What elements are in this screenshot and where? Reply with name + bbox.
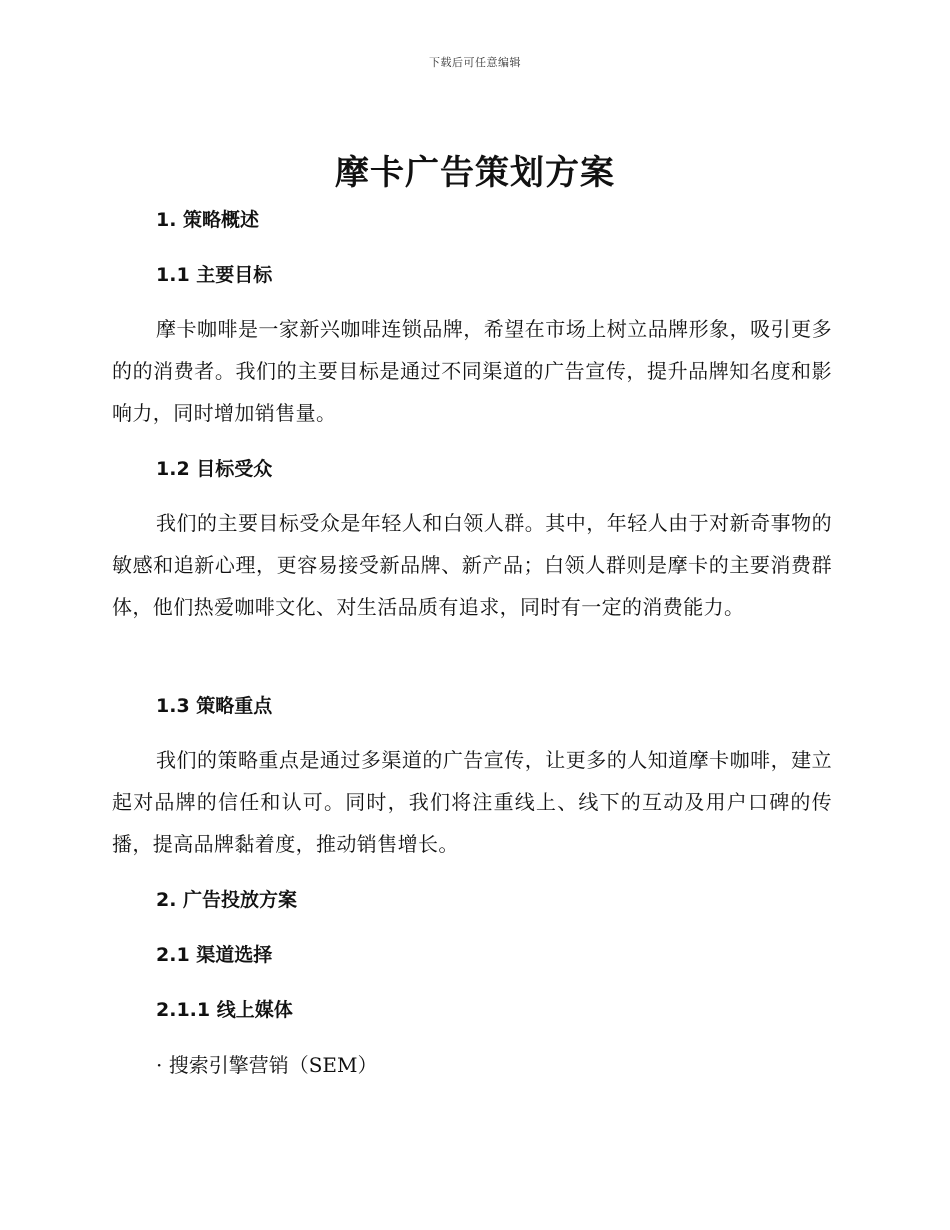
paragraph-main-goal: 摩卡咖啡是一家新兴咖啡连锁品牌，希望在市场上树立品牌形象，吸引更多的的消费者。我们的主要目标是通过不同渠道的广告宣传，提升品牌知名度和影响力，同时增加销售量。 xyxy=(112,317,832,425)
list-item-sem: · 搜索引擎营销（SEM） xyxy=(156,1053,378,1077)
paragraph-strategy-focus: 我们的策略重点是通过多渠道的广告宣传，让更多的人知道摩卡咖啡，建立起对品牌的信任和认可。同时，我们将注重线上、线下的互动及用户口碑的传播，提高品牌黏着度，推动销售增长。 xyxy=(112,748,832,856)
heading-strategy-focus: 1.3 策略重点 xyxy=(156,695,273,717)
heading-online-media: 2.1.1 线上媒体 xyxy=(156,999,293,1021)
document-title: 摩卡广告策划方案 xyxy=(335,153,615,193)
paragraph-target-audience: 我们的主要目标受众是年轻人和白领人群。其中，年轻人由于对新奇事物的敏感和追新心理，更容易接受新品牌、新产品；白领人群则是摩卡的主要消费群体，他们热爱咖啡文化、对生活品质有追求，同时有一定的消费能力。 xyxy=(112,511,832,619)
heading-main-goal: 1.1 主要目标 xyxy=(156,264,273,286)
heading-channel-selection: 2.1 渠道选择 xyxy=(156,944,273,966)
page-header: 下载后可任意编辑 xyxy=(429,56,521,69)
heading-target-audience: 1.2 目标受众 xyxy=(156,458,273,480)
heading-strategy-overview: 1. 策略概述 xyxy=(156,209,260,231)
heading-ad-plan: 2. 广告投放方案 xyxy=(156,889,298,911)
